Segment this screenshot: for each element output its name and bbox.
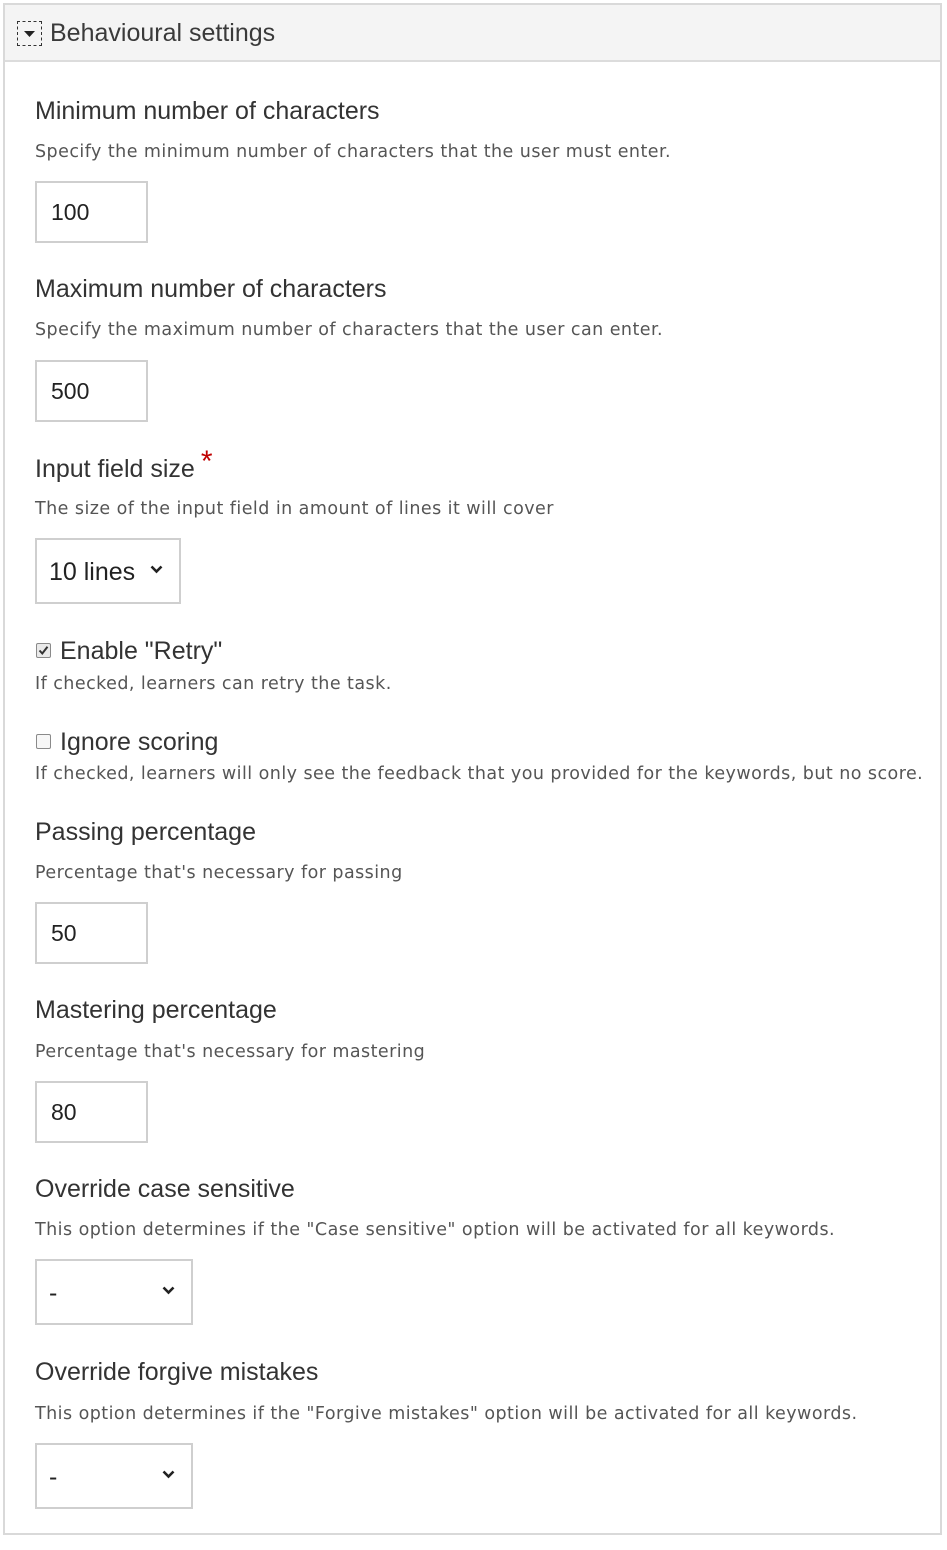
- required-marker: *: [200, 445, 213, 478]
- caret-down-icon: [24, 31, 35, 37]
- desc-mastering-pct-wrap: [35, 1041, 425, 1063]
- enable-retry-description: If checked, learners can retry the task.: [35, 674, 392, 694]
- label-max-chars: [35, 274, 387, 304]
- min-chars-label: Minimum number of characters: [35, 97, 380, 125]
- forgive-mistakes-select[interactable]: [35, 1443, 193, 1509]
- passing-pct-input[interactable]: [35, 902, 148, 964]
- ignore-scoring-label-wrap: [60, 727, 218, 757]
- chevron-down-icon: [150, 565, 163, 574]
- passing-pct-label: Passing percentage: [35, 818, 256, 846]
- ignore-scoring-checkbox[interactable]: [36, 734, 51, 749]
- label-case-sensitive: [35, 1174, 295, 1204]
- panel-title: Behavioural settings: [50, 19, 276, 47]
- desc-passing-pct-wrap: [35, 862, 403, 884]
- input-size-description: The size of the input field in amount of lines it will cover: [35, 499, 554, 519]
- input-size-select[interactable]: [35, 538, 181, 604]
- input-size-label-wrap: [35, 445, 213, 484]
- label-input-size: [35, 445, 213, 484]
- behavioural-settings-panel: [3, 3, 942, 1535]
- label-forgive-mistakes: [35, 1357, 318, 1387]
- mastering-pct-input[interactable]: [35, 1081, 148, 1143]
- enable-retry-label-wrap: [60, 636, 222, 666]
- case-sensitive-select[interactable]: [35, 1259, 193, 1325]
- desc-max-chars-wrap: [35, 319, 663, 341]
- ignore-scoring-label[interactable]: Ignore scoring: [60, 728, 219, 756]
- chevron-down-icon: [162, 1470, 175, 1479]
- min-chars-input[interactable]: [35, 181, 148, 243]
- desc-enable-retry-wrap: [35, 673, 392, 695]
- max-chars-input[interactable]: [35, 360, 148, 422]
- case-sensitive-selected-value: -: [49, 1279, 58, 1307]
- forgive-mistakes-selected-value: -: [49, 1463, 58, 1491]
- desc-min-chars-wrap: [35, 141, 671, 163]
- desc-input-size-wrap: [35, 498, 554, 520]
- collapse-toggle[interactable]: [17, 21, 42, 46]
- max-chars-description: Specify the maximum number of characters that the user can enter.: [35, 320, 664, 340]
- label-min-chars: [35, 96, 380, 126]
- ignore-scoring-description: If checked, learners will only see the feedback that you provided for the keywords, but no score.: [35, 764, 924, 784]
- input-size-selected-value: 10 lines: [49, 558, 136, 586]
- mastering-pct-label: Mastering percentage: [35, 996, 277, 1024]
- panel-header[interactable]: [5, 5, 940, 62]
- mastering-pct-description: Percentage that's necessary for mastering: [35, 1042, 426, 1062]
- passing-pct-description: Percentage that's necessary for passing: [35, 863, 403, 883]
- enable-retry-label[interactable]: Enable "Retry": [60, 637, 223, 665]
- checkmark-icon: [38, 645, 49, 656]
- case-sensitive-description: This option determines if the "Case sensitive" option will be activated for all keywords.: [35, 1220, 836, 1240]
- max-chars-label: Maximum number of characters: [35, 275, 387, 303]
- min-chars-description: Specify the minimum number of characters that the user must enter.: [35, 142, 672, 162]
- desc-ignore-scoring-wrap: [35, 763, 923, 785]
- input-size-label: Input field size: [35, 455, 195, 483]
- forgive-mistakes-label: Override forgive mistakes: [35, 1358, 319, 1386]
- forgive-mistakes-description: This option determines if the "Forgive mistakes" option will be activated for all keywords.: [35, 1404, 858, 1424]
- case-sensitive-label: Override case sensitive: [35, 1175, 295, 1203]
- label-passing-pct: [35, 817, 256, 847]
- chevron-down-icon: [162, 1286, 175, 1295]
- desc-forgive-mistakes-wrap: [35, 1403, 857, 1425]
- desc-case-sensitive-wrap: [35, 1219, 835, 1241]
- label-mastering-pct: [35, 995, 277, 1025]
- enable-retry-checkbox[interactable]: [36, 643, 51, 658]
